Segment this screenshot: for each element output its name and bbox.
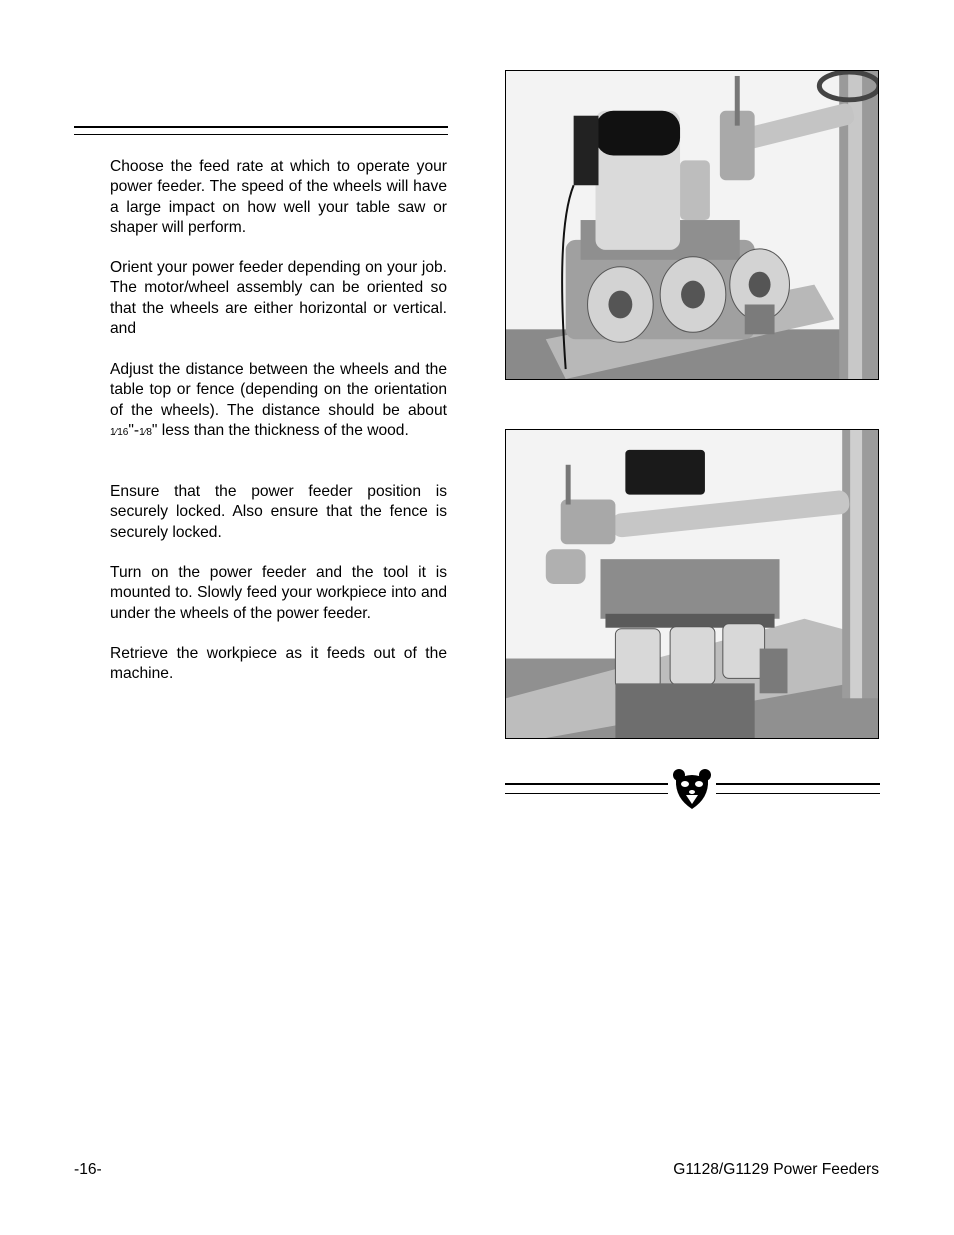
paragraph-lock-position: Ensure that the power feeder position is securely locked. Also ensure that the fence is securely locked. — [110, 483, 447, 541]
end-rule-left — [505, 783, 668, 794]
photo-vertical-orientation — [505, 429, 879, 739]
fraction-separator: "- — [128, 421, 140, 439]
paragraph-wheel-distance — [110, 360, 447, 443]
paragraph-orientation: Orient your power feeder depending on your job. The motor/wheel assembly can be oriented so that the wheels are either horizontal or vertical. and — [110, 259, 447, 337]
paragraph-turn-on: Turn on the power feeder and the tool it is mounted to. Slowly feed your workpiece into and under the wheels of the power feeder. — [110, 564, 447, 622]
paragraph-feed-rate: Choose the feed rate at which to operate your power feeder. The speed of the wheels will have a large impact on how well your table saw or shaper will perform. — [110, 158, 447, 236]
paragraph-retrieve: Retrieve the workpiece as it feeds out of the machine. — [110, 645, 447, 683]
photo-horizontal-orientation — [505, 70, 879, 380]
fraction-eighth: 1⁄8 — [139, 426, 152, 438]
manual-title: G1128/G1129 Power Feeders — [673, 1161, 879, 1178]
paragraph-wheel-distance-text: Adjust the distance between the wheels and the table top or fence (depending on the orientation of the wheels). The distance should be about — [110, 361, 447, 419]
fraction-sixteenth: 1⁄16 — [110, 426, 129, 438]
page-number: -16- — [74, 1161, 102, 1178]
paragraph-wheel-distance-rest: " less than the thickness of the wood. — [151, 421, 409, 439]
section-heading-rule — [74, 126, 448, 135]
end-rule-right — [716, 783, 880, 794]
bear-logo-icon — [672, 768, 712, 810]
